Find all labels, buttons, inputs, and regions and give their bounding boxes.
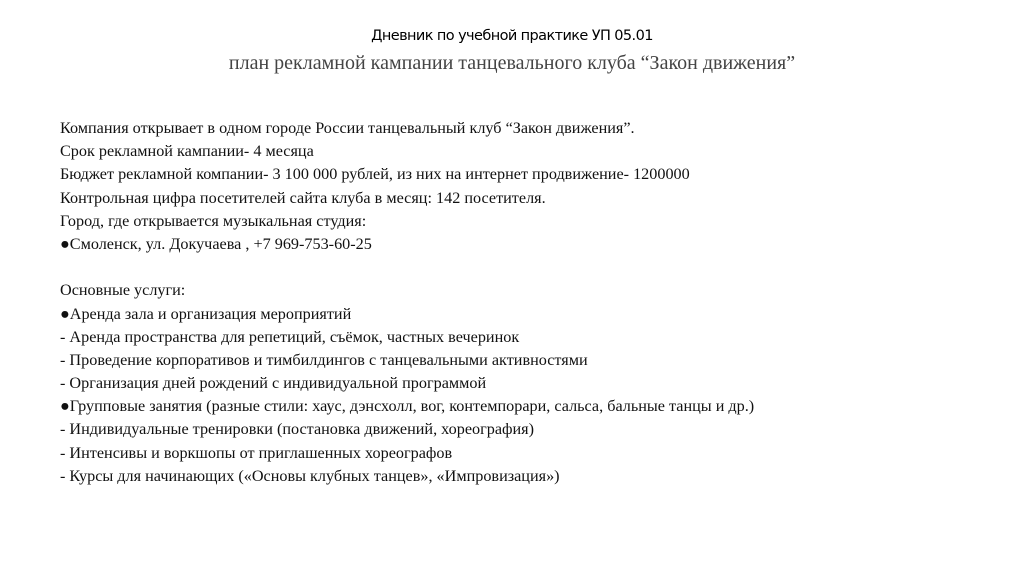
intro-line-city-label: Город, где открывается музыкальная студия: (60, 211, 367, 230)
service-item: - Индивидуальные тренировки (постановка движений, хореография) (60, 420, 535, 439)
service-item: - Курсы для начинающих («Основы клубных танцев», «Импровизация») (60, 466, 560, 485)
intro-line-address: ●Смоленск, ул. Докучаева , +7 969-753-60-25 (60, 234, 372, 253)
service-item: - Интенсивы и воркшопы от приглашенных хореографов (60, 443, 453, 462)
header-title: Дневник по учебной практике УП 05.01 (371, 28, 653, 44)
service-item: ●Аренда зала и организация мероприятий (60, 304, 352, 323)
intro-line-duration: Срок рекламной кампании- 4 месяца (60, 142, 314, 161)
service-item: - Аренда пространства для репетиций, съёмок, частных вечеринок (60, 327, 520, 346)
service-item: ●Групповые занятия (разные стили: хаус, дэнсхолл, вог, контемпорари, сальса, бальные танцы и др.) (60, 397, 755, 416)
body-text (60, 117, 1000, 488)
service-item: - Организация дней рождений с индивидуальной программой (60, 374, 487, 393)
services-heading: Основные услуги: (60, 281, 186, 300)
blank-line (60, 256, 1000, 279)
intro-line-budget: Бюджет рекламной компании- 3 100 000 рублей, из них на интернет продвижение- 1200000 (60, 165, 690, 184)
service-item: - Проведение корпоративов и тимбилдингов с танцевальными активностями (60, 350, 588, 369)
slide-subtitle: план рекламной кампании танцевального клуба “Закон движения” (228, 52, 796, 74)
intro-line-visitors: Контрольная цифра посетителей сайта клуба в месяц: 142 посетителя. (60, 188, 546, 207)
intro-line-company: Компания открывает в одном городе России танцевальный клуб “Закон движения”. (60, 119, 635, 137)
